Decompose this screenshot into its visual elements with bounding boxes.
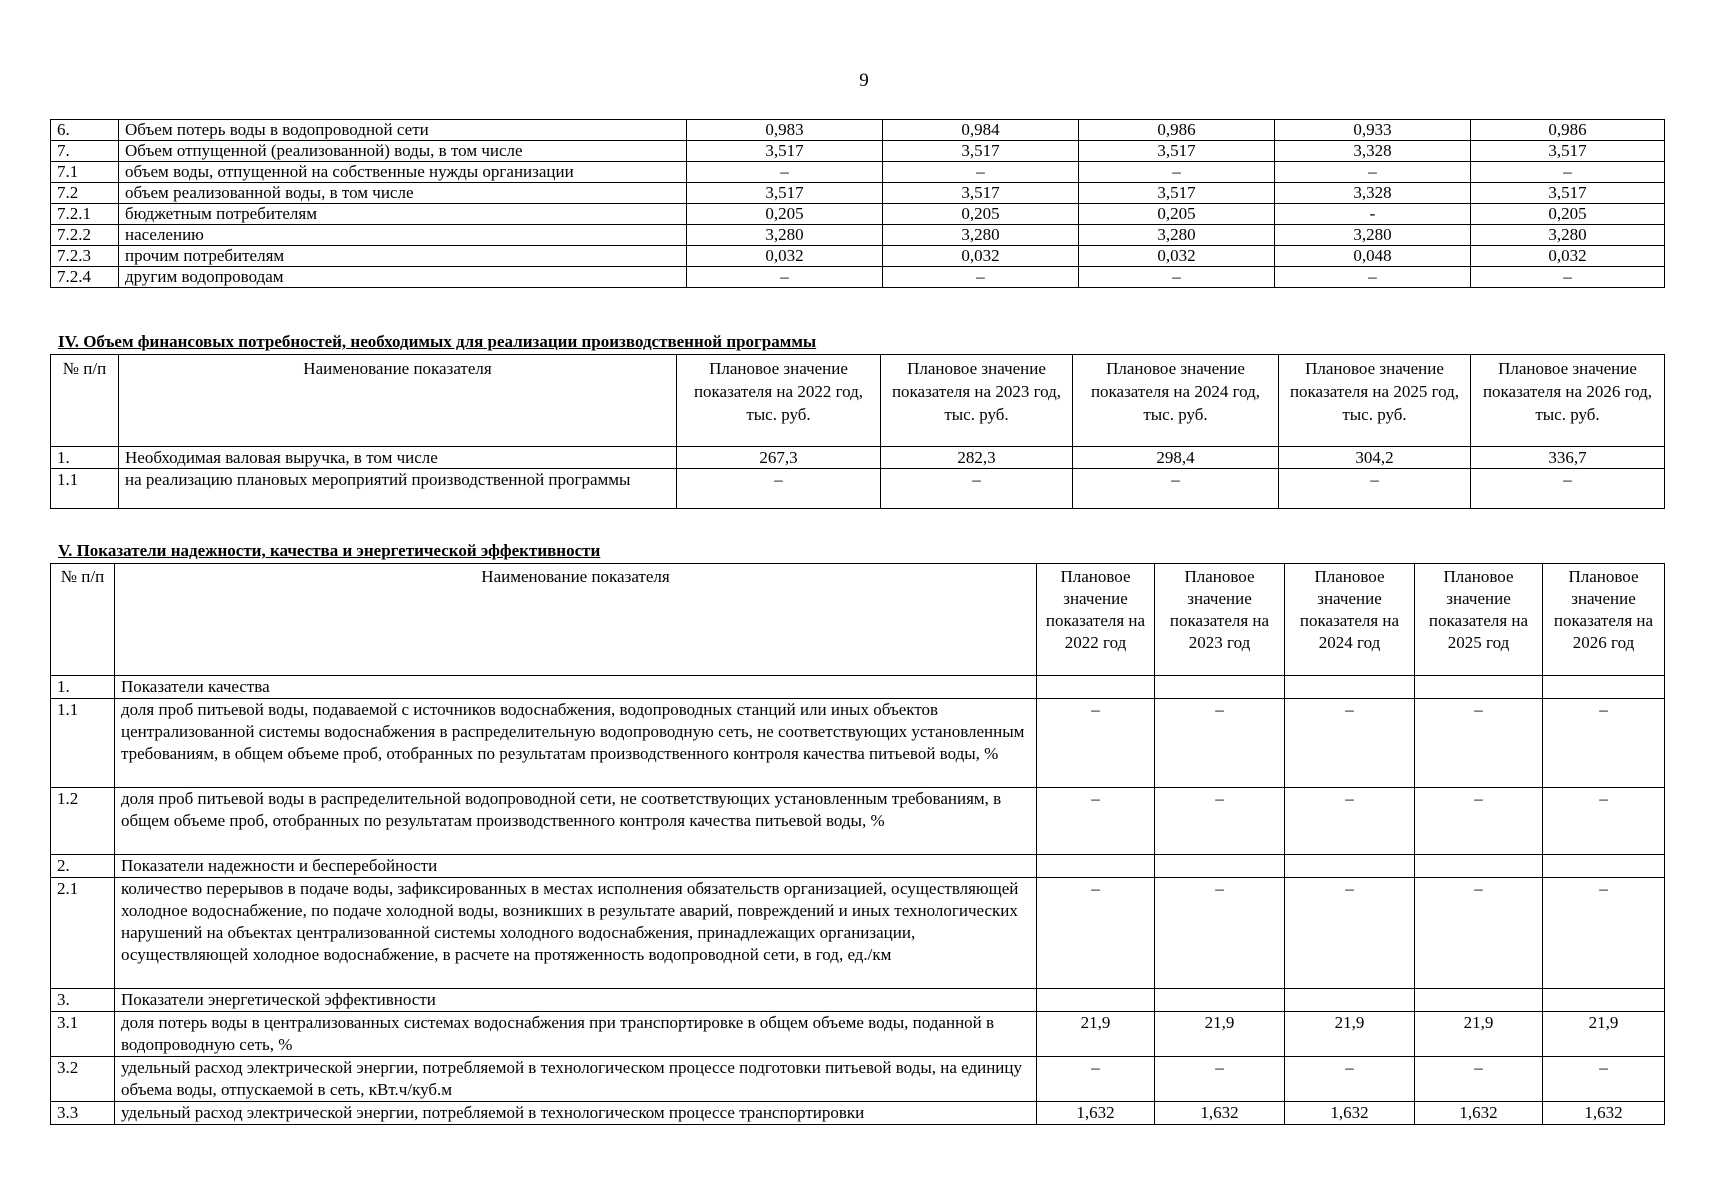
value-cell: 0,032 xyxy=(1471,246,1665,267)
value-cell: 304,2 xyxy=(1279,447,1471,469)
value-cell: – xyxy=(1471,469,1665,509)
value-cell: 3,517 xyxy=(1079,183,1275,204)
row-number: 7.2.1 xyxy=(51,204,119,225)
value-cell: 1,632 xyxy=(1543,1102,1665,1125)
value-cell: – xyxy=(687,162,883,183)
value-cell: 0,205 xyxy=(1471,204,1665,225)
value-cell xyxy=(1037,855,1155,878)
value-cell xyxy=(1155,676,1285,699)
value-cell: 21,9 xyxy=(1155,1012,1285,1057)
value-cell: 1,632 xyxy=(1415,1102,1543,1125)
value-cell: 3,517 xyxy=(1079,141,1275,162)
row-number: 7.2.3 xyxy=(51,246,119,267)
row-number: 1.1 xyxy=(51,469,119,509)
row-number: 6. xyxy=(51,120,119,141)
value-cell: – xyxy=(1079,267,1275,288)
table-row xyxy=(51,855,1665,878)
value-cell: – xyxy=(1415,699,1543,788)
value-cell: - xyxy=(1275,204,1471,225)
value-cell: 0,032 xyxy=(687,246,883,267)
value-cell: 282,3 xyxy=(881,447,1073,469)
header-col-2026: Плановое значение показателя на 2026 год, тыс. руб. xyxy=(1471,355,1665,447)
indicator-name: доля потерь воды в централизованных системах водоснабжения при транспортировке в общем объеме воды, поданной в водопроводную сеть, % xyxy=(115,1012,1037,1057)
section-iv-title: IV. Объем финансовых потребностей, необходимых для реализации производственной программы xyxy=(58,332,817,351)
row-number: 1.1 xyxy=(51,699,115,788)
value-cell: – xyxy=(677,469,881,509)
value-cell: – xyxy=(1285,788,1415,855)
value-cell xyxy=(1037,676,1155,699)
row-number: 1. xyxy=(51,447,119,469)
value-cell: – xyxy=(1037,699,1155,788)
indicator-name: Объем отпущенной (реализованной) воды, в том числе xyxy=(119,141,687,162)
value-cell: – xyxy=(1543,1057,1665,1102)
indicator-name: удельный расход электрической энергии, потребляемой в технологическом процессе подготовки питьевой воды, на единицу объема воды, отпускаемой в сеть, кВт.ч/куб.м xyxy=(115,1057,1037,1102)
indicator-name: количество перерывов в подаче воды, зафиксированных в местах исполнения обязательств организацией, осуществляющей холодное водоснабжение, по подаче холодной воды, возникших в результате аварий, повреждений и иных технологических нарушений на объектах централизованной системы холодного водоснабжения, принадлежащих организации, осуществляющей холодное водоснабжение, в расчете на протяженность водопроводной сети, в год, ед./км xyxy=(115,878,1037,989)
value-cell: 0,983 xyxy=(687,120,883,141)
row-number: 2. xyxy=(51,855,115,878)
value-cell: – xyxy=(687,267,883,288)
value-cell: – xyxy=(881,469,1073,509)
table-row xyxy=(51,447,1665,469)
value-cell: 3,280 xyxy=(1079,225,1275,246)
indicator-name: Показатели качества xyxy=(115,676,1037,699)
table-row xyxy=(51,204,1665,225)
value-cell: 0,986 xyxy=(1079,120,1275,141)
indicator-name: Показатели энергетической эффективности xyxy=(115,989,1037,1012)
value-cell: – xyxy=(1471,267,1665,288)
value-cell: – xyxy=(1415,788,1543,855)
value-cell: – xyxy=(1155,788,1285,855)
financial-needs-table xyxy=(50,354,1665,509)
value-cell: – xyxy=(1275,267,1471,288)
table-row xyxy=(51,676,1665,699)
table-row xyxy=(51,989,1665,1012)
table-row xyxy=(51,246,1665,267)
value-cell xyxy=(1415,676,1543,699)
value-cell: – xyxy=(1037,878,1155,989)
table-row xyxy=(51,699,1665,788)
value-cell xyxy=(1543,676,1665,699)
row-number: 7. xyxy=(51,141,119,162)
value-cell: – xyxy=(1155,699,1285,788)
header-col-2024: Плановое значение показателя на 2024 год, тыс. руб. xyxy=(1073,355,1279,447)
value-cell xyxy=(1285,855,1415,878)
value-cell: 0,048 xyxy=(1275,246,1471,267)
value-cell: 3,517 xyxy=(687,183,883,204)
row-number: 3.2 xyxy=(51,1057,115,1102)
value-cell: – xyxy=(1543,699,1665,788)
value-cell: 1,632 xyxy=(1155,1102,1285,1125)
value-cell xyxy=(1543,855,1665,878)
value-cell xyxy=(1037,989,1155,1012)
value-cell xyxy=(1285,676,1415,699)
table-row xyxy=(51,1057,1665,1102)
value-cell: 3,280 xyxy=(687,225,883,246)
table-row xyxy=(51,1012,1665,1057)
indicator-name: на реализацию плановых мероприятий производственной программы xyxy=(119,469,677,509)
section-v-title: V. Показатели надежности, качества и энергетической эффективности xyxy=(58,541,601,560)
header-col-2026: Плановое значение показателя на 2026 год xyxy=(1543,564,1665,676)
value-cell: 3,328 xyxy=(1275,183,1471,204)
row-number: 7.2.2 xyxy=(51,225,119,246)
value-cell: – xyxy=(883,267,1079,288)
reliability-table xyxy=(50,563,1665,1125)
table-row xyxy=(51,1102,1665,1125)
value-cell: 0,032 xyxy=(883,246,1079,267)
value-cell: – xyxy=(883,162,1079,183)
header-num: № п/п xyxy=(51,355,119,447)
table-row xyxy=(51,788,1665,855)
value-cell: – xyxy=(1471,162,1665,183)
header-num: № п/п xyxy=(51,564,115,676)
value-cell: 3,280 xyxy=(1275,225,1471,246)
header-name: Наименование показателя xyxy=(119,355,677,447)
header-col-2023: Плановое значение показателя на 2023 год xyxy=(1155,564,1285,676)
value-cell: – xyxy=(1543,878,1665,989)
table-row xyxy=(51,469,1665,509)
indicator-name: Объем потерь воды в водопроводной сети xyxy=(119,120,687,141)
value-cell: 21,9 xyxy=(1415,1012,1543,1057)
row-number: 2.1 xyxy=(51,878,115,989)
value-cell: – xyxy=(1415,878,1543,989)
value-cell: 3,517 xyxy=(687,141,883,162)
indicator-name: Необходимая валовая выручка, в том числе xyxy=(119,447,677,469)
header-col-2025: Плановое значение показателя на 2025 год xyxy=(1415,564,1543,676)
table-row xyxy=(51,267,1665,288)
value-cell: 21,9 xyxy=(1037,1012,1155,1057)
header-col-2022: Плановое значение показателя на 2022 год, тыс. руб. xyxy=(677,355,881,447)
value-cell: 3,280 xyxy=(883,225,1079,246)
indicator-name: бюджетным потребителям xyxy=(119,204,687,225)
value-cell: 1,632 xyxy=(1037,1102,1155,1125)
value-cell xyxy=(1415,989,1543,1012)
value-cell xyxy=(1155,855,1285,878)
value-cell: – xyxy=(1079,162,1275,183)
value-cell: – xyxy=(1155,1057,1285,1102)
row-number: 1.2 xyxy=(51,788,115,855)
value-cell: – xyxy=(1275,162,1471,183)
value-cell: – xyxy=(1285,1057,1415,1102)
value-cell: 3,517 xyxy=(883,141,1079,162)
table-row xyxy=(51,162,1665,183)
header-col-2023: Плановое значение показателя на 2023 год, тыс. руб. xyxy=(881,355,1073,447)
row-number: 3.3 xyxy=(51,1102,115,1125)
table-row xyxy=(51,183,1665,204)
value-cell: 336,7 xyxy=(1471,447,1665,469)
indicator-name: населению xyxy=(119,225,687,246)
value-cell: – xyxy=(1073,469,1279,509)
water-volume-table xyxy=(50,119,1665,288)
value-cell: – xyxy=(1543,788,1665,855)
table-row xyxy=(51,878,1665,989)
value-cell: 0,205 xyxy=(883,204,1079,225)
indicator-name: объем реализованной воды, в том числе xyxy=(119,183,687,204)
row-number: 7.2.4 xyxy=(51,267,119,288)
header-col-2024: Плановое значение показателя на 2024 год xyxy=(1285,564,1415,676)
value-cell: – xyxy=(1037,788,1155,855)
value-cell: – xyxy=(1279,469,1471,509)
table-row xyxy=(51,141,1665,162)
value-cell: 0,986 xyxy=(1471,120,1665,141)
indicator-name: удельный расход электрической энергии, потребляемой в технологическом процессе транспортировки xyxy=(115,1102,1037,1125)
table-row xyxy=(51,120,1665,141)
value-cell: 21,9 xyxy=(1543,1012,1665,1057)
value-cell: 3,280 xyxy=(1471,225,1665,246)
value-cell: 0,205 xyxy=(1079,204,1275,225)
row-number: 7.2 xyxy=(51,183,119,204)
value-cell: – xyxy=(1285,699,1415,788)
header-col-2022: Плановое значение показателя на 2022 год xyxy=(1037,564,1155,676)
value-cell: 3,517 xyxy=(1471,183,1665,204)
row-number: 7.1 xyxy=(51,162,119,183)
value-cell: – xyxy=(1155,878,1285,989)
indicator-name: доля проб питьевой воды, подаваемой с источников водоснабжения, водопроводных станций или иных объектов централизованной системы водоснабжения в распределительную водопроводную сеть, не соответствующих установленным требованиям, в общем объеме проб, отобранных по результатам производственного контроля качества питьевой воды, % xyxy=(115,699,1037,788)
value-cell xyxy=(1415,855,1543,878)
page-number: 9 xyxy=(859,70,869,91)
indicator-name: Показатели надежности и бесперебойности xyxy=(115,855,1037,878)
value-cell: – xyxy=(1415,1057,1543,1102)
indicator-name: прочим потребителям xyxy=(119,246,687,267)
row-number: 1. xyxy=(51,676,115,699)
value-cell: 3,328 xyxy=(1275,141,1471,162)
value-cell: 267,3 xyxy=(677,447,881,469)
value-cell: 0,032 xyxy=(1079,246,1275,267)
value-cell: 0,205 xyxy=(687,204,883,225)
value-cell: 21,9 xyxy=(1285,1012,1415,1057)
value-cell xyxy=(1155,989,1285,1012)
value-cell: 3,517 xyxy=(883,183,1079,204)
value-cell xyxy=(1543,989,1665,1012)
value-cell: 1,632 xyxy=(1285,1102,1415,1125)
indicator-name: другим водопроводам xyxy=(119,267,687,288)
row-number: 3.1 xyxy=(51,1012,115,1057)
value-cell xyxy=(1285,989,1415,1012)
table-row xyxy=(51,225,1665,246)
header-col-2025: Плановое значение показателя на 2025 год, тыс. руб. xyxy=(1279,355,1471,447)
value-cell: 0,933 xyxy=(1275,120,1471,141)
row-number: 3. xyxy=(51,989,115,1012)
value-cell: – xyxy=(1285,878,1415,989)
indicator-name: объем воды, отпущенной на собственные нужды организации xyxy=(119,162,687,183)
indicator-name: доля проб питьевой воды в распределительной водопроводной сети, не соответствующих установленным требованиям, в общем объеме проб, отобранных по результатам производственного контроля качества питьевой воды, % xyxy=(115,788,1037,855)
value-cell: 0,984 xyxy=(883,120,1079,141)
value-cell: – xyxy=(1037,1057,1155,1102)
value-cell: 3,517 xyxy=(1471,141,1665,162)
value-cell: 298,4 xyxy=(1073,447,1279,469)
header-name: Наименование показателя xyxy=(115,564,1037,676)
